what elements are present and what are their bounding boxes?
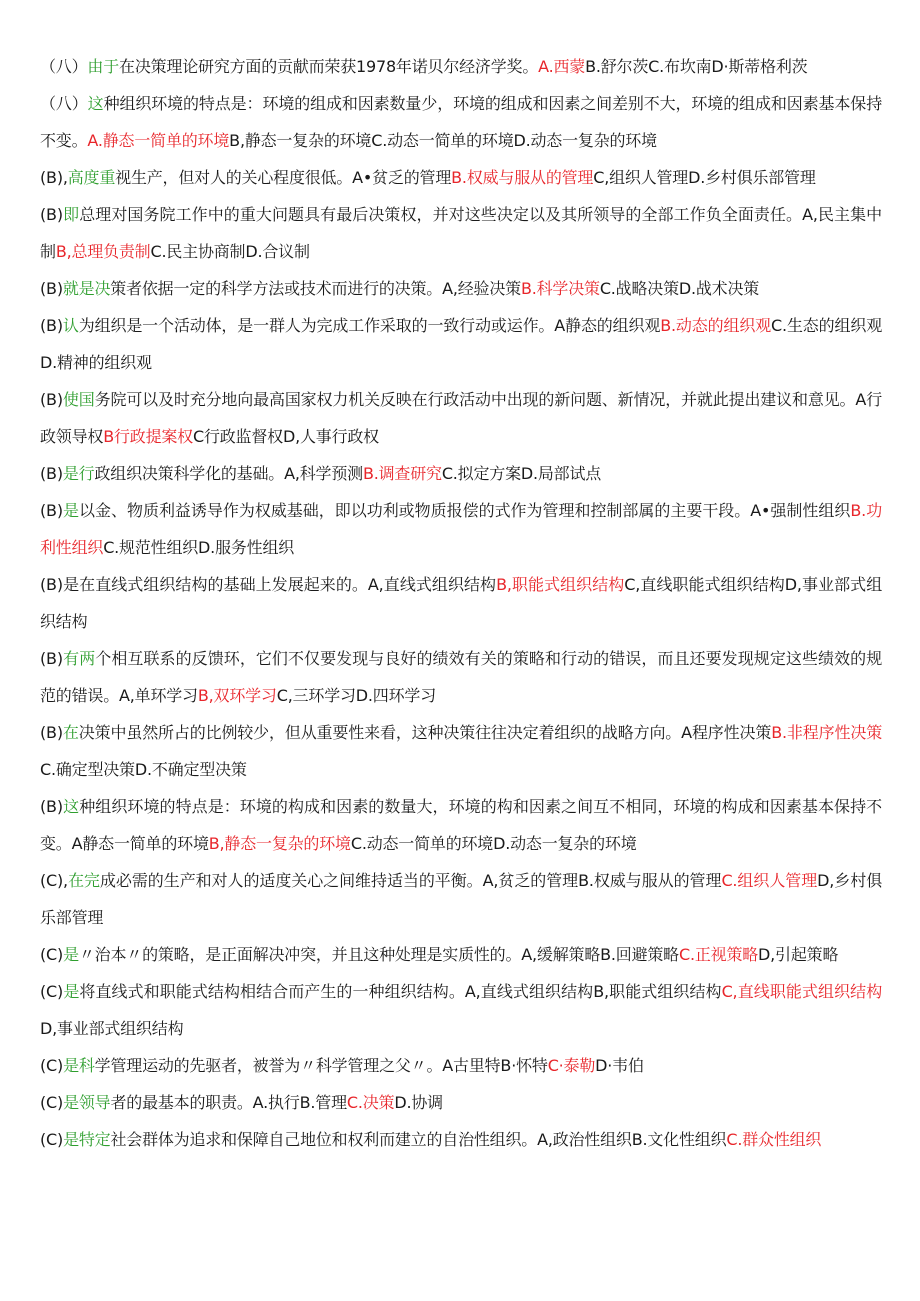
options-before-answer: A,直线式组织结构 bbox=[367, 575, 497, 594]
options-after-answer: C.规范性组织D.服务性组织 bbox=[103, 538, 295, 557]
question-highlight: 是 bbox=[63, 945, 79, 964]
options-after-answer: C.战略决策D.战术决策 bbox=[599, 279, 760, 298]
options-after-answer: D,乡村俱乐部管理 bbox=[40, 871, 882, 927]
question-stem: 者的最基本的职责。 bbox=[110, 1093, 253, 1112]
question-item bbox=[40, 1121, 882, 1158]
options-before-answer: A,民主集中制 bbox=[40, 205, 882, 261]
correct-answer: B.功利性组织 bbox=[40, 501, 882, 557]
question-item bbox=[40, 973, 882, 1047]
question-highlight: 是领导 bbox=[63, 1093, 111, 1112]
question-item bbox=[40, 85, 882, 159]
options-before-answer: A•强制性组织 bbox=[750, 501, 851, 520]
question-number: (B) bbox=[40, 797, 63, 816]
correct-answer: B,总理负责制 bbox=[55, 242, 151, 261]
question-item bbox=[40, 640, 882, 714]
options-before-answer: A古里特B·怀特 bbox=[442, 1056, 548, 1075]
question-number: (C), bbox=[40, 871, 68, 890]
question-stem: 社会群体为追求和保障自己地位和权利而建立的自治性组织。 bbox=[110, 1130, 538, 1149]
question-highlight: 是科 bbox=[63, 1056, 95, 1075]
options-after-answer: D,事业部式组织结构 bbox=[40, 1019, 184, 1038]
question-stem: 务院可以及时充分地向最高国家权力机关反映在行政活动中出现的新问题、新情况，并就此提出建议和意见。 bbox=[94, 390, 856, 409]
correct-answer: B.动态的组织观 bbox=[660, 316, 772, 335]
question-highlight: 就是决 bbox=[62, 279, 111, 298]
correct-answer: C,直线职能式组织结构 bbox=[721, 982, 882, 1001]
question-stem: 成必需的生产和对人的适度关心之间维持适当的平衡。 bbox=[99, 871, 483, 890]
question-number: (B) bbox=[40, 649, 63, 668]
question-item bbox=[40, 381, 882, 455]
options-after-answer: C.动态一简单的环境D.动态一复杂的环境 bbox=[350, 834, 637, 853]
options-after-answer: C.拟定方案D.局部试点 bbox=[441, 464, 602, 483]
correct-answer: B.权威与服从的管理 bbox=[451, 168, 594, 187]
options-before-answer: A•贫乏的管理 bbox=[352, 168, 452, 187]
question-number: （八） bbox=[40, 94, 88, 113]
question-highlight: 在完 bbox=[67, 871, 100, 890]
question-number: (B) bbox=[40, 390, 63, 409]
question-stem: 决策中虽然所占的比例较少，但从重要性来看，这种决策往往决定着组织的战略方向。 bbox=[78, 723, 682, 742]
options-after-answer: C.确定型决策D.不确定型决策 bbox=[40, 760, 247, 779]
question-item bbox=[40, 936, 882, 973]
question-number: (B) bbox=[40, 501, 63, 520]
question-item bbox=[40, 788, 882, 862]
question-highlight: 这 bbox=[62, 797, 80, 816]
correct-answer: B,双环学习 bbox=[197, 686, 277, 705]
correct-answer: A.西蒙 bbox=[538, 57, 586, 76]
question-number: (B), bbox=[40, 168, 68, 187]
question-highlight: 这 bbox=[87, 94, 104, 113]
correct-answer: B,职能式组织结构 bbox=[496, 575, 625, 594]
options-before-answer: A,单环学习 bbox=[119, 686, 198, 705]
question-highlight: 是 bbox=[62, 501, 80, 520]
question-item bbox=[40, 159, 882, 196]
options-after-answer: C.生态的组织观D.精神的组织观 bbox=[40, 316, 882, 372]
correct-answer: A.静态一简单的环境 bbox=[87, 131, 230, 150]
options-after-answer: D·韦伯 bbox=[595, 1056, 644, 1075]
options-after-answer: C,直线职能式组织结构D,事业部式组织结构 bbox=[40, 575, 882, 631]
question-item bbox=[40, 307, 882, 381]
question-stem: 以金、物质利益诱导作为权威基础，即以功利或物质报偿的式作为管理和控制部属的主要干段。 bbox=[79, 501, 751, 520]
question-item bbox=[40, 1047, 882, 1084]
question-number: (C) bbox=[40, 982, 64, 1001]
question-stem: 将直线式和职能式结构相结合而产生的一种组织结构。 bbox=[79, 982, 465, 1001]
question-number: (B) bbox=[40, 464, 63, 483]
question-number: （八） bbox=[40, 57, 88, 76]
question-number: (C) bbox=[40, 1130, 64, 1149]
question-stem: 个相互联系的反馈环，它们不仅要发现与良好的绩效有关的策略和行动的错误，而且还要发现规定这些绩效的规范的错误。 bbox=[40, 649, 882, 705]
question-highlight: 有两 bbox=[62, 649, 96, 668]
correct-answer: C.正视策略 bbox=[678, 945, 759, 964]
question-highlight: 是特定 bbox=[63, 1130, 111, 1149]
options-after-answer: D,引起策略 bbox=[758, 945, 839, 964]
question-number: (B) bbox=[40, 205, 63, 224]
question-stem: 学管理运动的先驱者，被誉为〃科学管理之父〃。 bbox=[94, 1056, 443, 1075]
question-highlight: 即 bbox=[62, 205, 80, 224]
question-stem: 〃治本〃的策略，是正面解决冲突，并且这种处理是实质性的。 bbox=[78, 945, 522, 964]
question-item bbox=[40, 455, 882, 492]
correct-answer: B.非程序性决策 bbox=[771, 723, 882, 742]
question-highlight: 高度重 bbox=[67, 168, 116, 187]
question-highlight: 由于 bbox=[87, 57, 120, 76]
document-body bbox=[40, 48, 882, 1158]
correct-answer: B行政提案权 bbox=[103, 427, 193, 446]
correct-answer: C·泰勒 bbox=[547, 1056, 596, 1075]
question-item bbox=[40, 270, 882, 307]
question-highlight: 认 bbox=[62, 316, 79, 335]
question-item bbox=[40, 1084, 882, 1121]
options-before-answer: A.执行B.管理 bbox=[252, 1093, 347, 1112]
question-stem: 视生产，但对人的关心程度很低。 bbox=[115, 168, 353, 187]
options-after-answer: C,三环学习D.四环学习 bbox=[276, 686, 436, 705]
options-before-answer: A,缓解策略B.回避策略 bbox=[521, 945, 679, 964]
correct-answer: C.组织人管理 bbox=[721, 871, 818, 890]
question-item bbox=[40, 48, 882, 85]
question-number: (B) bbox=[40, 279, 63, 298]
options-before-answer: A,贫乏的管理B.权威与服从的管理 bbox=[482, 871, 722, 890]
question-number: (B) bbox=[40, 316, 63, 335]
options-after-answer: D.协调 bbox=[394, 1093, 443, 1112]
question-highlight: 是 bbox=[63, 982, 80, 1001]
question-number: (C) bbox=[40, 1056, 64, 1075]
options-before-answer: A静态一简单的环境 bbox=[71, 834, 209, 853]
question-number: (C) bbox=[40, 1093, 64, 1112]
question-number: (C) bbox=[40, 945, 64, 964]
question-stem: 总理对国务院工作中的重大问题具有最后决策权，并对这些决定以及其所领导的全部工作负全面责任。 bbox=[79, 205, 803, 224]
question-item bbox=[40, 714, 882, 788]
question-number: (B) bbox=[40, 723, 63, 742]
question-item bbox=[40, 862, 882, 936]
correct-answer: B,静态一复杂的环境 bbox=[208, 834, 351, 853]
question-stem: 是在直线式组织结构的基础上发展起来的。 bbox=[62, 575, 368, 594]
question-stem: 种组织环境的特点是：环境的组成和因素数量少，环境的组成和因素之间差别不大，环境的组成和因素基本保持不变。 bbox=[40, 94, 882, 150]
options-after-answer: C.民主协商制D.合议制 bbox=[150, 242, 310, 261]
question-item bbox=[40, 492, 882, 566]
question-stem: 政组织决策科学化的基础。 bbox=[94, 464, 285, 483]
correct-answer: C.决策 bbox=[346, 1093, 395, 1112]
options-before-answer: A行政领导权 bbox=[40, 390, 883, 446]
question-item bbox=[40, 196, 882, 270]
question-highlight: 在 bbox=[62, 723, 79, 742]
question-stem: 为组织是一个活动体，是一群人为完成工作采取的一致行动或运作。 bbox=[78, 316, 555, 335]
correct-answer: C.群众性组织 bbox=[726, 1130, 822, 1149]
options-after-answer: B,静态一复杂的环境C.动态一简单的环境D.动态一复杂的环境 bbox=[229, 131, 657, 150]
options-after-answer: C行政监督权D,人事行政权 bbox=[192, 427, 379, 446]
options-before-answer: A程序性决策 bbox=[681, 723, 772, 742]
options-before-answer: A,直线式组织结构B,职能式组织结构 bbox=[464, 982, 722, 1001]
correct-answer: B.调查研究 bbox=[362, 464, 442, 483]
question-highlight: 使国 bbox=[62, 390, 95, 409]
question-highlight: 是行 bbox=[62, 464, 95, 483]
question-number: (B) bbox=[40, 575, 63, 594]
options-before-answer: A,经验决策 bbox=[442, 279, 521, 298]
options-before-answer: A,科学预测 bbox=[284, 464, 363, 483]
question-stem: 种组织环境的特点是：环境的构成和因素的数量大，环境的构和因素之间互不相同，环境的构成和因素基本保持不变。 bbox=[40, 797, 882, 853]
options-after-answer: B.舒尔茨C.布坎南D·斯蒂格利茨 bbox=[585, 57, 808, 76]
options-after-answer: C,组织人管理D.乡村俱乐部管理 bbox=[593, 168, 816, 187]
correct-answer: B.科学决策 bbox=[520, 279, 600, 298]
question-stem: 策者依据一定的科学方法或技术而进行的决策。 bbox=[110, 279, 443, 298]
question-stem: 在决策理论研究方面的贡献而荣获1978年诺贝尔经济学奖。 bbox=[119, 57, 539, 76]
question-item bbox=[40, 566, 882, 640]
options-before-answer: A静态的组织观 bbox=[554, 316, 661, 335]
options-before-answer: A,政治性组织B.文化性组织 bbox=[537, 1130, 727, 1149]
